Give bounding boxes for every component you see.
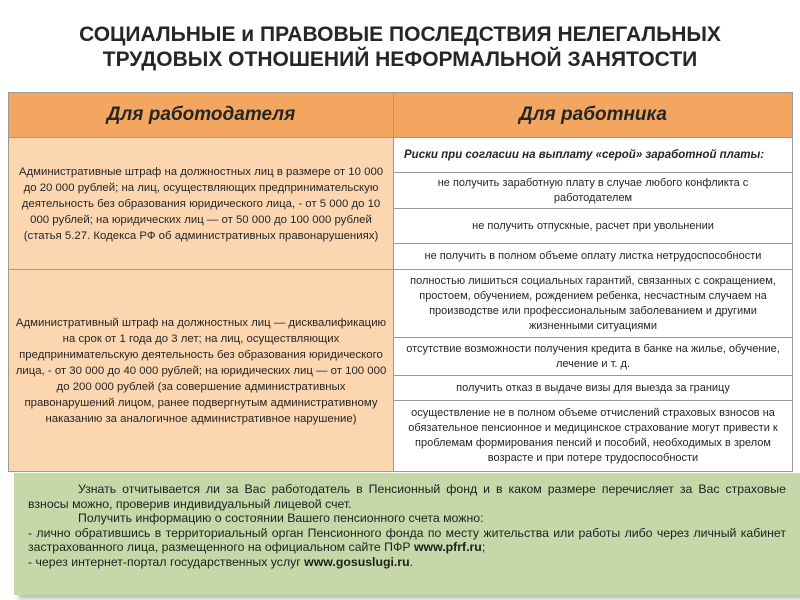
employee-risk-item: полностью лишиться социальных гарантий, связанных с сокращением, простоем, обучением, рождением ребенка, несчастным случаем на производстве или профессиональным заболеванием и другими жизненными ситуациями <box>394 270 792 338</box>
employer-penalty-repeat: Административный штраф на должностных лиц — дисквалификацию на срок от 1 года до 3 лет; на лиц, осуществляющих предпринимательскую деятельность без образования юридического лица, - от 30 000 до 40 000 рублей; на юридических лиц — от 100 000 до 200 000 рублей (за совершение административных правонарушений лицом, ранее подвергнутым административному наказанию за аналогичное административное нарушение) <box>9 270 394 471</box>
employee-risk-item: не получить отпускные, расчет при увольнении <box>394 209 792 244</box>
page-title <box>0 22 800 72</box>
employee-risk-item: получить отказ в выдаче визы для выезда за границу <box>394 376 792 401</box>
employer-penalty-first: Административные штраф на должностных лиц в размере от 10 000 до 20 000 рублей; на лиц, осуществляющих предпринимательскую деятельность без образования юридического лица, - от 5 000 до 10 000 рублей; на юридических лиц — от 50 000 до 100 000 рублей (статья 5.27. Кодекса РФ об административных правонарушениях) <box>9 138 394 269</box>
pfr-site-link[interactable]: www.pfrf.ru <box>413 540 482 554</box>
note-p4-text: - через интернет-портал государственных услуг <box>28 554 305 569</box>
employee-risk-item: не получить в полном объеме оплату листка нетрудоспособности <box>394 244 792 270</box>
employee-risk-item: осуществление не в полном объеме отчислений страховых взносов на обязательное пенсионное и медицинское страхование могут привести к проблемам формирования пенсий и пособий, необходимых в зрелом возрасте и при потере трудоспособности <box>394 401 792 471</box>
note-paragraph-1: Узнать отчитывается ли за Вас работодатель в Пенсионный фонд и в каком размере перечисляет за Вас страховые взносы можно, проверив индивидуальный лицевой счет. <box>28 482 786 511</box>
employee-risks-title: Риски при согласии на выплату «серой» заработной платы: <box>394 138 792 173</box>
employee-risk-item: не получить заработную плату в случае любого конфликта с работодателем <box>394 173 792 209</box>
employer-header: Для работодателя <box>9 93 394 138</box>
note-paragraph-4 <box>28 555 786 570</box>
pension-info-note <box>14 473 800 595</box>
note-p4-end: . <box>409 554 414 569</box>
title-line-2: ТРУДОВЫХ ОТНОШЕНИЙ НЕФОРМАЛЬНОЙ ЗАНЯТОСТИ <box>102 48 698 71</box>
note-paragraph-3 <box>28 526 786 555</box>
note-paragraph-2: Получить информацию о состоянии Вашего пенсионного счета можно: <box>78 511 484 525</box>
note-p3-end: ; <box>481 540 486 554</box>
note-p3-text: - лично обратившись в территориальный орган Пенсионного фонда по месту жительства или работы либо через личный кабинет застрахованного лица, размещенного на официальном сайте ПФР <box>28 525 786 554</box>
consequences-table <box>8 92 793 472</box>
gosuslugi-site-link[interactable]: www.gosuslugi.ru <box>304 554 410 569</box>
employee-risk-item: отсутствие возможности получения кредита в банке на жилье, обучение, лечение и т. д. <box>394 338 792 376</box>
title-line-1: СОЦИАЛЬНЫЕ и ПРАВОВЫЕ ПОСЛЕДСТВИЯ НЕЛЕГАЛЬНЫХ <box>79 23 721 46</box>
employee-header: Для работника <box>394 93 792 138</box>
